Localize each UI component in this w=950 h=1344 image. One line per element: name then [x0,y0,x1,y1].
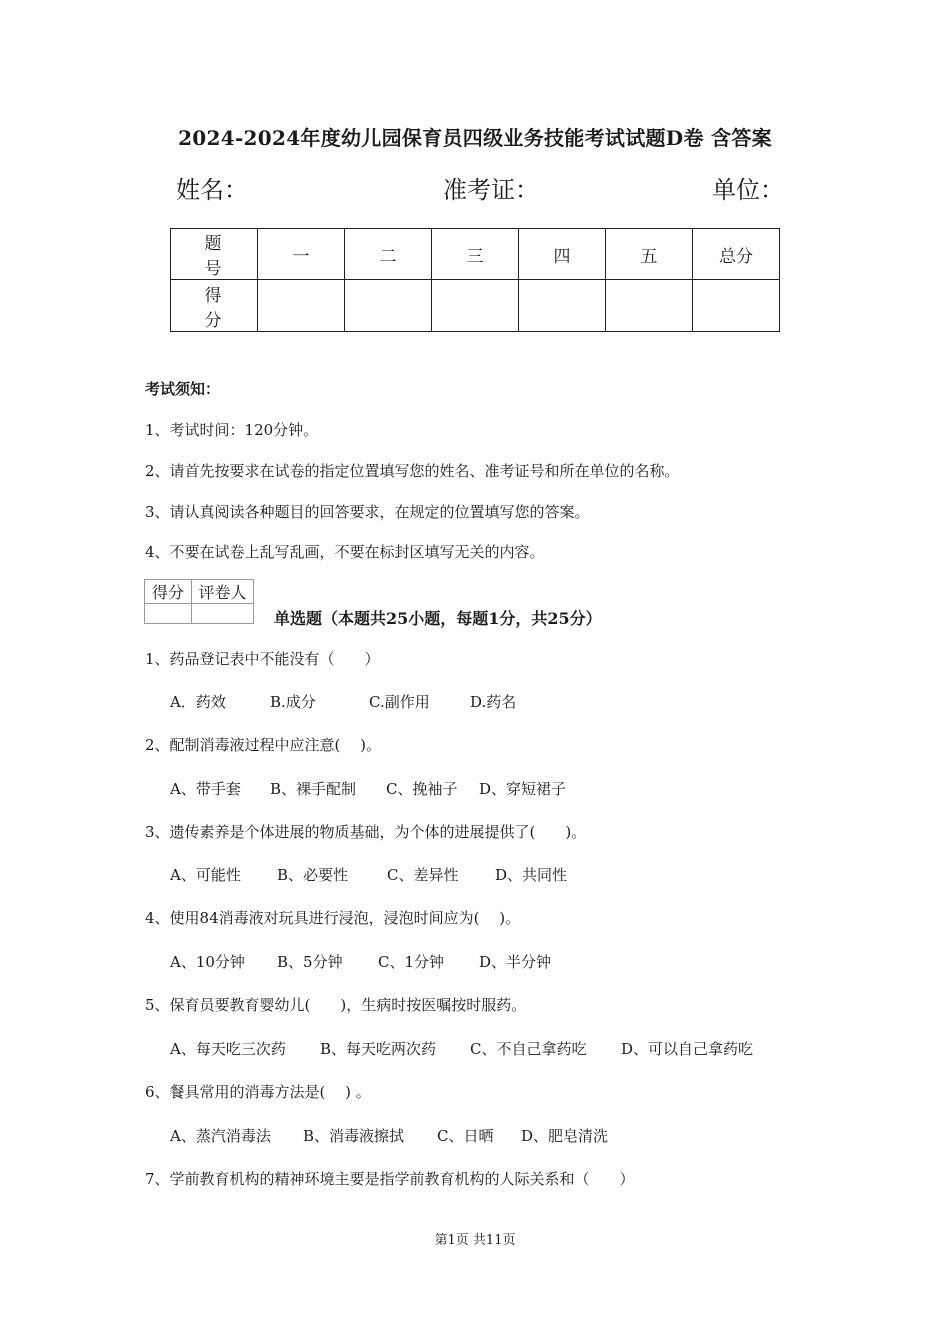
exam-id-field-label: 准考证： [443,176,539,204]
option: D、共同性 [495,866,568,884]
score-header-cell: 总分 [693,229,780,280]
score-input-cell[interactable] [606,280,693,332]
option: B、必要性 [277,866,349,884]
option: B、5分钟 [277,953,343,971]
option: C、不自己拿药吃 [470,1040,587,1058]
option: A、带手套 [170,780,241,798]
question-text: 4、使用84消毒液对玩具进行浸泡，浸泡时间应为( )。 [145,909,521,927]
name-field-label: 姓名： [176,176,248,204]
grader-box [144,579,254,624]
score-table-score-row [171,280,780,332]
question-options [170,691,516,712]
option: D、肥皂清洗 [521,1127,609,1145]
question-options [170,864,567,885]
section-title: 单选题（本题共25小题，每题1分，共25分） [274,609,602,628]
score-input-cell[interactable] [345,280,432,332]
option: D、半分钟 [479,953,552,971]
option: D.药名 [470,693,517,711]
option: B、裸手配制 [270,780,357,798]
score-input-cell[interactable] [693,280,780,332]
option: D、穿短裙子 [479,780,567,798]
grader-score-cell[interactable] [145,604,192,624]
notice-heading: 考试须知： [145,380,221,398]
score-table-header-row [171,229,780,280]
question-text: 2、配制消毒液过程中应注意( )。 [145,736,382,754]
page-footer: 第1页 共11页 [434,1233,516,1248]
page-title: 2024-2024年度幼儿园保育员四级业务技能考试试题D卷 含答案 [178,126,772,150]
score-input-cell[interactable] [519,280,606,332]
score-header-cell: 题 号 [171,229,258,280]
notice-item: 2、请首先按要求在试卷的指定位置填写您的姓名、准考证号和所在单位的名称。 [145,462,680,480]
option: C、1分钟 [378,953,445,971]
notice-item: 3、请认真阅读各种题目的回答要求，在规定的位置填写您的答案。 [145,503,590,521]
option: D、可以自己拿药吃 [621,1040,754,1058]
score-header-cell: 一 [258,229,345,280]
grader-score-label: 得分 [145,580,192,604]
option: B、每天吃两次药 [320,1040,437,1058]
notice-item: 1、考试时间：120分钟。 [145,421,319,439]
question-options [170,1125,608,1146]
question-text: 5、保育员要教育婴幼儿( )，生病时按医嘱按时服药。 [145,996,527,1014]
option: A、10分钟 [170,953,245,971]
option: A．药效 [170,693,226,711]
score-header-cell: 三 [432,229,519,280]
score-header-cell: 四 [519,229,606,280]
notice-item: 4、不要在试卷上乱写乱画，不要在标封区填写无关的内容。 [145,543,545,561]
score-header-cell: 二 [345,229,432,280]
option: C、挽袖子 [386,780,458,798]
option: C、日晒 [437,1127,494,1145]
option: B.成分 [270,693,316,711]
score-table [170,228,780,332]
score-input-cell[interactable] [432,280,519,332]
option: B、消毒液擦拭 [303,1127,405,1145]
option: A、每天吃三次药 [170,1040,286,1058]
unit-field-label: 单位： [712,176,784,204]
option: C.副作用 [369,693,430,711]
score-input-cell[interactable] [258,280,345,332]
question-text: 7、学前教育机构的精神环境主要是指学前教育机构的人际关系和（ ） [145,1170,635,1188]
grader-name-cell[interactable] [192,604,254,624]
question-text: 3、遗传素养是个体进展的物质基础，为个体的进展提供了( )。 [145,823,587,841]
question-options [170,778,566,799]
score-header-cell: 五 [606,229,693,280]
option: A、蒸汽消毒法 [170,1127,271,1145]
option: A、可能性 [170,866,241,884]
score-row-label: 得 分 [171,280,258,332]
question-text: 6、餐具常用的消毒方法是( ) 。 [145,1083,371,1101]
option: C、差异性 [387,866,459,884]
question-options [170,1038,753,1059]
question-text: 1、药品登记表中不能没有（ ） [145,650,380,668]
grader-name-label: 评卷人 [192,580,254,604]
question-options [170,951,551,972]
